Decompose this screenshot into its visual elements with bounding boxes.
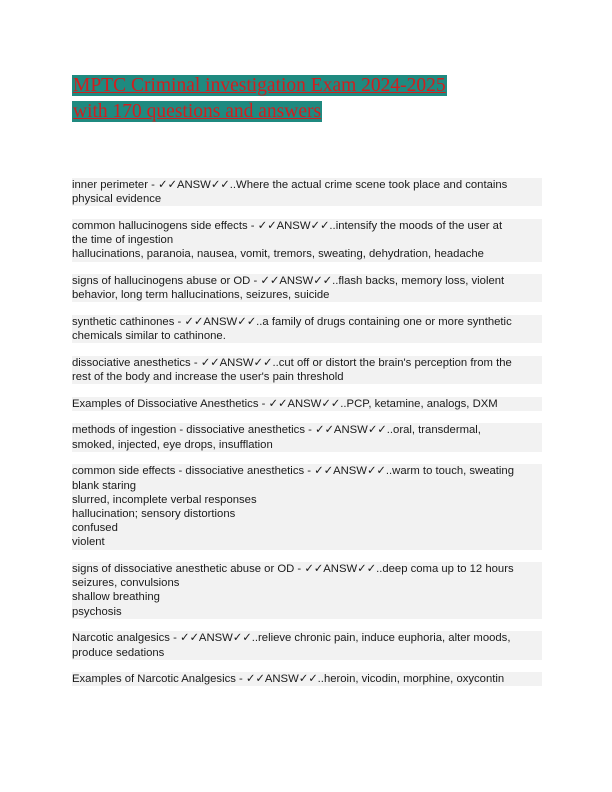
qa-entry bbox=[72, 464, 542, 549]
qa-answer-line: violent bbox=[72, 535, 542, 549]
qa-answer-line: produce sedations bbox=[72, 646, 542, 660]
qa-answer-line: blank staring bbox=[72, 479, 542, 493]
qa-question-line: signs of hallucinogens abuse or OD - ✓✓ANSW✓✓..flash backs, memory loss, violent bbox=[72, 274, 542, 288]
qa-entry bbox=[72, 219, 542, 262]
qa-question-line: Narcotic analgesics - ✓✓ANSW✓✓..relieve chronic pain, induce euphoria, alter moods, bbox=[72, 631, 542, 645]
title-line-2: with 170 questions and answers bbox=[73, 101, 322, 122]
qa-question-line: Examples of Dissociative Anesthetics - ✓✓ANSW✓✓..PCP, ketamine, analogs, DXM bbox=[72, 397, 542, 411]
qa-question-line: dissociative anesthetics - ✓✓ANSW✓✓..cut off or distort the brain's perception from the bbox=[72, 356, 542, 370]
qa-list bbox=[72, 178, 542, 699]
qa-question-line: common side effects - dissociative anesthetics - ✓✓ANSW✓✓..warm to touch, sweating bbox=[72, 464, 542, 478]
title-line-1: MPTC Criminal investigation Exam 2024-2025 bbox=[73, 75, 446, 96]
document-title bbox=[72, 73, 542, 125]
qa-answer-line: hallucinations, paranoia, nausea, vomit, tremors, sweating, dehydration, headache bbox=[72, 247, 542, 261]
qa-answer-line: physical evidence bbox=[72, 192, 542, 206]
qa-question-line: common hallucinogens side effects - ✓✓ANSW✓✓..intensify the moods of the user at bbox=[72, 219, 542, 233]
qa-entry bbox=[72, 397, 542, 411]
qa-entry bbox=[72, 356, 542, 384]
qa-answer-line: the time of ingestion bbox=[72, 233, 542, 247]
qa-answer-line: rest of the body and increase the user's pain threshold bbox=[72, 370, 542, 384]
qa-answer-line: smoked, injected, eye drops, insufflation bbox=[72, 438, 542, 452]
qa-answer-line: slurred, incomplete verbal responses bbox=[72, 493, 542, 507]
qa-entry bbox=[72, 274, 542, 302]
qa-entry bbox=[72, 315, 542, 343]
qa-entry bbox=[72, 423, 542, 451]
qa-question-line: inner perimeter - ✓✓ANSW✓✓..Where the actual crime scene took place and contains bbox=[72, 178, 542, 192]
qa-answer-line: confused bbox=[72, 521, 542, 535]
qa-question-line: synthetic cathinones - ✓✓ANSW✓✓..a family of drugs containing one or more synthetic bbox=[72, 315, 542, 329]
qa-entry bbox=[72, 672, 542, 686]
qa-question-line: Examples of Narcotic Analgesics - ✓✓ANSW✓✓..heroin, vicodin, morphine, oxycontin bbox=[72, 672, 542, 686]
qa-answer-line: behavior, long term hallucinations, seizures, suicide bbox=[72, 288, 542, 302]
qa-answer-line: shallow breathing bbox=[72, 590, 542, 604]
qa-entry bbox=[72, 562, 542, 619]
qa-answer-line: psychosis bbox=[72, 605, 542, 619]
qa-answer-line: chemicals similar to cathinone. bbox=[72, 329, 542, 343]
qa-question-line: signs of dissociative anesthetic abuse or OD - ✓✓ANSW✓✓..deep coma up to 12 hours bbox=[72, 562, 542, 576]
qa-entry bbox=[72, 631, 542, 659]
qa-answer-line: seizures, convulsions bbox=[72, 576, 542, 590]
qa-entry bbox=[72, 178, 542, 206]
qa-question-line: methods of ingestion - dissociative anesthetics - ✓✓ANSW✓✓..oral, transdermal, bbox=[72, 423, 542, 437]
qa-answer-line: hallucination; sensory distortions bbox=[72, 507, 542, 521]
